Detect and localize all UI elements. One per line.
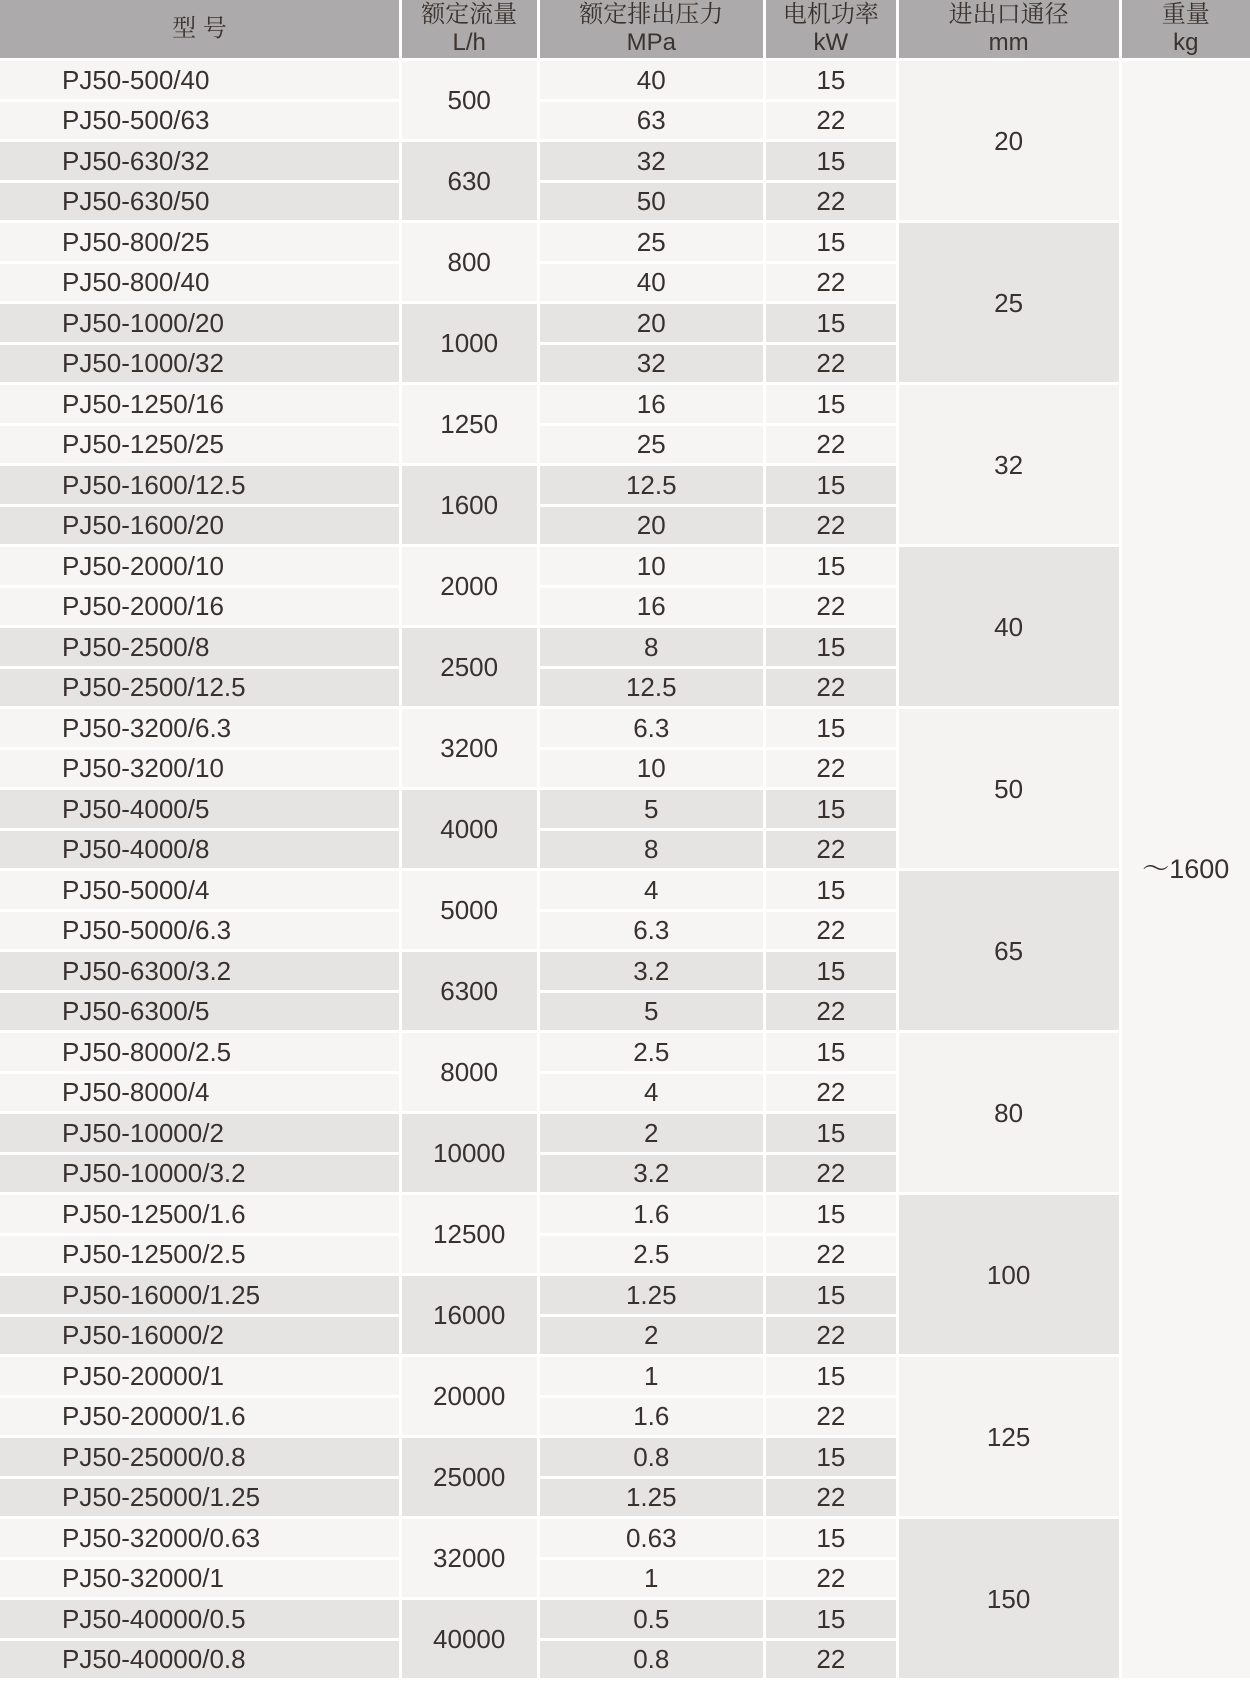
flow-cell: 800 <box>402 223 537 301</box>
flow-cell: 10000 <box>402 1114 537 1192</box>
pressure-cell: 2 <box>540 1317 764 1355</box>
model-cell: PJ50-12500/1.6 <box>0 1195 399 1233</box>
model-cell: PJ50-500/63 <box>0 102 399 140</box>
header-power-unit: kW <box>813 29 849 56</box>
pressure-cell: 5 <box>540 993 764 1031</box>
model-cell: PJ50-40000/0.8 <box>0 1641 399 1679</box>
model-cell: PJ50-10000/2 <box>0 1114 399 1152</box>
pressure-cell: 25 <box>540 426 764 464</box>
table-row <box>0 385 1250 423</box>
pressure-cell: 4 <box>540 871 764 909</box>
pressure-cell: 16 <box>540 588 764 626</box>
header-power-name: 电机功率 <box>782 1 879 29</box>
diameter-cell: 125 <box>899 1357 1119 1516</box>
pressure-cell: 25 <box>540 223 764 261</box>
model-cell: PJ50-4000/8 <box>0 831 399 869</box>
power-cell: 22 <box>766 1398 896 1436</box>
power-cell: 22 <box>766 750 896 788</box>
model-cell: PJ50-6300/3.2 <box>0 952 399 990</box>
power-cell: 15 <box>766 1600 896 1638</box>
pressure-cell: 1.6 <box>540 1195 764 1233</box>
power-cell: 22 <box>766 507 896 545</box>
power-cell: 22 <box>766 588 896 626</box>
power-cell: 15 <box>766 1357 896 1395</box>
pressure-cell: 50 <box>540 183 764 221</box>
flow-cell: 5000 <box>402 871 537 949</box>
model-cell: PJ50-40000/0.5 <box>0 1600 399 1638</box>
power-cell: 22 <box>766 1236 896 1274</box>
table-body <box>0 61 1250 1678</box>
power-cell: 22 <box>766 831 896 869</box>
weight-cell: ～1600 <box>1122 61 1250 1678</box>
flow-cell: 20000 <box>402 1357 537 1435</box>
power-cell: 15 <box>766 871 896 909</box>
power-cell: 22 <box>766 102 896 140</box>
power-cell: 15 <box>766 1438 896 1476</box>
flow-cell: 630 <box>402 142 537 220</box>
flow-cell: 1600 <box>402 466 537 544</box>
flow-cell: 2000 <box>402 547 537 625</box>
pressure-cell: 1 <box>540 1560 764 1598</box>
pressure-cell: 32 <box>540 142 764 180</box>
header-power <box>766 0 896 58</box>
flow-cell: 25000 <box>402 1438 537 1516</box>
model-cell: PJ50-1000/32 <box>0 345 399 383</box>
power-cell: 15 <box>766 1114 896 1152</box>
model-cell: PJ50-5000/6.3 <box>0 912 399 950</box>
pressure-cell: 20 <box>540 507 764 545</box>
pressure-cell: 1 <box>540 1357 764 1395</box>
header-flow <box>402 0 537 58</box>
model-cell: PJ50-20000/1 <box>0 1357 399 1395</box>
pressure-cell: 3.2 <box>540 1155 764 1193</box>
header-pressure-unit: MPa <box>626 29 676 56</box>
model-cell: PJ50-2000/16 <box>0 588 399 626</box>
table-row <box>0 1033 1250 1071</box>
pressure-cell: 0.8 <box>540 1438 764 1476</box>
power-cell: 22 <box>766 993 896 1031</box>
flow-cell: 500 <box>402 61 537 139</box>
power-cell: 15 <box>766 952 896 990</box>
header-pressure <box>540 0 764 58</box>
power-cell: 15 <box>766 61 896 99</box>
model-cell: PJ50-32000/1 <box>0 1560 399 1598</box>
flow-cell: 16000 <box>402 1276 537 1354</box>
pressure-cell: 40 <box>540 264 764 302</box>
model-cell: PJ50-1250/25 <box>0 426 399 464</box>
table-row <box>0 547 1250 585</box>
pressure-cell: 10 <box>540 547 764 585</box>
table-row <box>0 61 1250 99</box>
model-cell: PJ50-25000/0.8 <box>0 1438 399 1476</box>
pressure-cell: 2 <box>540 1114 764 1152</box>
flow-cell: 2500 <box>402 628 537 706</box>
flow-cell: 32000 <box>402 1519 537 1597</box>
table-row <box>0 1519 1250 1557</box>
model-cell: PJ50-8000/4 <box>0 1074 399 1112</box>
diameter-cell: 32 <box>899 385 1119 544</box>
header-diameter-unit: mm <box>988 29 1029 56</box>
power-cell: 15 <box>766 1033 896 1071</box>
pressure-cell: 12.5 <box>540 466 764 504</box>
diameter-cell: 100 <box>899 1195 1119 1354</box>
power-cell: 15 <box>766 547 896 585</box>
diameter-cell: 25 <box>899 223 1119 382</box>
model-cell: PJ50-800/40 <box>0 264 399 302</box>
header-model: 型 号 <box>0 0 399 58</box>
diameter-cell: 150 <box>899 1519 1119 1678</box>
table-header <box>0 0 1250 58</box>
power-cell: 15 <box>766 790 896 828</box>
pressure-cell: 4 <box>540 1074 764 1112</box>
power-cell: 15 <box>766 466 896 504</box>
power-cell: 15 <box>766 142 896 180</box>
table-row <box>0 1357 1250 1395</box>
power-cell: 22 <box>766 264 896 302</box>
header-flow-name: 额定流量 <box>421 1 518 29</box>
pressure-cell: 6.3 <box>540 912 764 950</box>
pressure-cell: 1.6 <box>540 1398 764 1436</box>
pressure-cell: 8 <box>540 628 764 666</box>
diameter-cell: 20 <box>899 61 1119 220</box>
header-diameter <box>899 0 1119 58</box>
power-cell: 22 <box>766 1155 896 1193</box>
header-weight <box>1122 0 1250 58</box>
model-cell: PJ50-1600/20 <box>0 507 399 545</box>
power-cell: 22 <box>766 1074 896 1112</box>
flow-cell: 3200 <box>402 709 537 787</box>
power-cell: 22 <box>766 1317 896 1355</box>
power-cell: 15 <box>766 709 896 747</box>
flow-cell: 40000 <box>402 1600 537 1678</box>
model-cell: PJ50-32000/0.63 <box>0 1519 399 1557</box>
flow-cell: 4000 <box>402 790 537 868</box>
model-cell: PJ50-4000/5 <box>0 790 399 828</box>
pressure-cell: 8 <box>540 831 764 869</box>
power-cell: 22 <box>766 426 896 464</box>
header-weight-unit: kg <box>1173 29 1199 56</box>
model-cell: PJ50-20000/1.6 <box>0 1398 399 1436</box>
pressure-cell: 6.3 <box>540 709 764 747</box>
power-cell: 15 <box>766 1195 896 1233</box>
model-cell: PJ50-630/50 <box>0 183 399 221</box>
power-cell: 15 <box>766 223 896 261</box>
power-cell: 15 <box>766 304 896 342</box>
diameter-cell: 40 <box>899 547 1119 706</box>
power-cell: 15 <box>766 1276 896 1314</box>
model-cell: PJ50-2500/8 <box>0 628 399 666</box>
model-cell: PJ50-8000/2.5 <box>0 1033 399 1071</box>
power-cell: 22 <box>766 1641 896 1679</box>
header-row <box>0 0 1250 58</box>
model-cell: PJ50-1600/12.5 <box>0 466 399 504</box>
pressure-cell: 20 <box>540 304 764 342</box>
power-cell: 22 <box>766 183 896 221</box>
pressure-cell: 0.63 <box>540 1519 764 1557</box>
flow-cell: 12500 <box>402 1195 537 1273</box>
diameter-cell: 50 <box>899 709 1119 868</box>
power-cell: 22 <box>766 912 896 950</box>
model-cell: PJ50-3200/10 <box>0 750 399 788</box>
model-cell: PJ50-630/32 <box>0 142 399 180</box>
table-row <box>0 223 1250 261</box>
header-weight-name: 重量 <box>1161 1 1210 29</box>
pressure-cell: 5 <box>540 790 764 828</box>
model-cell: PJ50-16000/1.25 <box>0 1276 399 1314</box>
diameter-cell: 65 <box>899 871 1119 1030</box>
header-diameter-name: 进出口通径 <box>948 1 1069 29</box>
flow-cell: 8000 <box>402 1033 537 1111</box>
model-cell: PJ50-5000/4 <box>0 871 399 909</box>
pressure-cell: 32 <box>540 345 764 383</box>
diameter-cell: 80 <box>899 1033 1119 1192</box>
model-cell: PJ50-500/40 <box>0 61 399 99</box>
flow-cell: 6300 <box>402 952 537 1030</box>
model-cell: PJ50-1000/20 <box>0 304 399 342</box>
pressure-cell: 16 <box>540 385 764 423</box>
table-row <box>0 871 1250 909</box>
power-cell: 22 <box>766 345 896 383</box>
pressure-cell: 2.5 <box>540 1033 764 1071</box>
table-row <box>0 709 1250 747</box>
pressure-cell: 63 <box>540 102 764 140</box>
power-cell: 15 <box>766 628 896 666</box>
model-cell: PJ50-16000/2 <box>0 1317 399 1355</box>
model-cell: PJ50-3200/6.3 <box>0 709 399 747</box>
header-flow-unit: L/h <box>452 29 486 56</box>
model-cell: PJ50-1250/16 <box>0 385 399 423</box>
model-cell: PJ50-10000/3.2 <box>0 1155 399 1193</box>
pressure-cell: 1.25 <box>540 1276 764 1314</box>
pressure-cell: 0.5 <box>540 1600 764 1638</box>
power-cell: 22 <box>766 669 896 707</box>
flow-cell: 1250 <box>402 385 537 463</box>
pressure-cell: 12.5 <box>540 669 764 707</box>
flow-cell: 1000 <box>402 304 537 382</box>
pressure-cell: 40 <box>540 61 764 99</box>
power-cell: 22 <box>766 1479 896 1517</box>
model-cell: PJ50-2500/12.5 <box>0 669 399 707</box>
power-cell: 15 <box>766 385 896 423</box>
pressure-cell: 3.2 <box>540 952 764 990</box>
model-cell: PJ50-12500/2.5 <box>0 1236 399 1274</box>
table-row <box>0 1195 1250 1233</box>
power-cell: 22 <box>766 1560 896 1598</box>
model-cell: PJ50-2000/10 <box>0 547 399 585</box>
model-cell: PJ50-800/25 <box>0 223 399 261</box>
model-cell: PJ50-6300/5 <box>0 993 399 1031</box>
pressure-cell: 2.5 <box>540 1236 764 1274</box>
model-cell: PJ50-25000/1.25 <box>0 1479 399 1517</box>
header-pressure-name: 额定排出压力 <box>579 1 724 29</box>
pressure-cell: 0.8 <box>540 1641 764 1679</box>
power-cell: 15 <box>766 1519 896 1557</box>
pressure-cell: 10 <box>540 750 764 788</box>
pressure-cell: 1.25 <box>540 1479 764 1517</box>
